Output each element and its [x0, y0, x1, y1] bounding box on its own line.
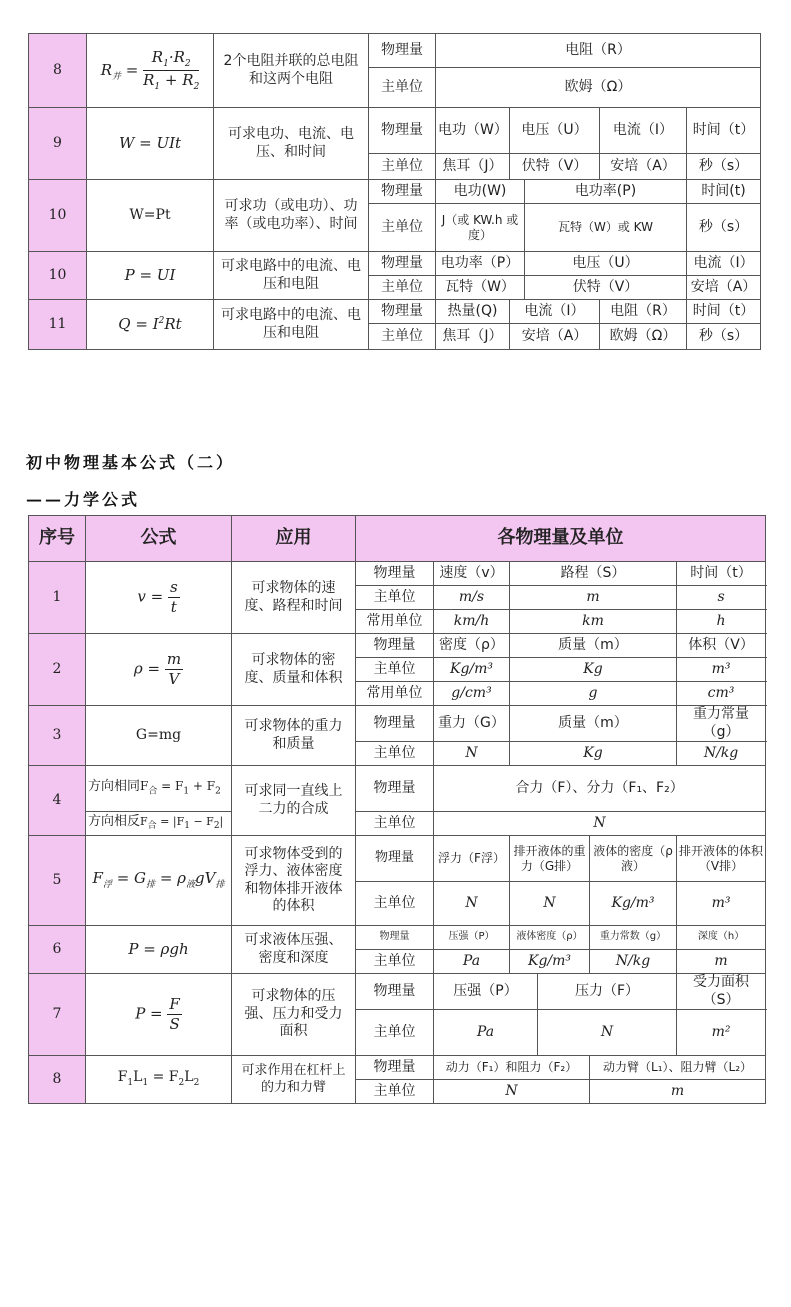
row-number: 8: [29, 34, 87, 108]
section-subtitle: ——力学公式: [26, 490, 141, 509]
common-unit-label: 常用单位: [356, 610, 434, 634]
unit-cell: m: [677, 950, 766, 974]
unit-label: 主单位: [356, 882, 434, 926]
quantity-cell: 热量(Q): [436, 300, 510, 324]
quantity-cell: 深度（h）: [677, 926, 766, 950]
application-cell: 可求液体压强、密度和深度: [232, 926, 356, 974]
unit-cell: Kg/m³: [510, 950, 590, 974]
section-title: 初中物理基本公式（二）: [26, 453, 236, 472]
unit-cell: 瓦特（W）或 KW: [525, 204, 687, 252]
quantity-cell: 电功(W): [436, 180, 525, 204]
row-number: 2: [29, 634, 86, 706]
quantity-cell: 液体的密度（ρ液）: [590, 836, 677, 882]
application-cell: 可求功（或电功）、功率（或电功率）、时间: [214, 180, 369, 252]
formula-opposite-direction: 方向相反$F_合 = |F_1 - F_2|$: [86, 812, 232, 836]
unit-cell: N: [434, 742, 510, 766]
quantity-label: 物理量: [369, 180, 436, 204]
unit-cell: 焦耳（J）: [436, 324, 510, 350]
unit-cell: Pa: [434, 1010, 538, 1056]
unit-label: 主单位: [369, 276, 436, 300]
application-cell: 可求电路中的电流、电压和电阻: [214, 252, 369, 300]
quantity-cell: 时间(t): [687, 180, 761, 204]
unit-cell: s: [677, 586, 766, 610]
quantity-cell: 体积（V）: [677, 634, 766, 658]
formula-same-direction: 方向相同$F_合 = F_1 + F_2$: [86, 766, 232, 812]
unit-cell: m/s: [434, 586, 510, 610]
opposite-direction-label: 方向相反: [88, 814, 141, 830]
common-unit-cell: g: [510, 682, 677, 706]
unit-cell: 欧姆（Ω）: [600, 324, 687, 350]
common-unit-cell: h: [677, 610, 766, 634]
common-unit-cell: km: [510, 610, 677, 634]
unit-cell: m: [590, 1080, 766, 1104]
quantity-cell: 电流（I）: [600, 108, 687, 154]
application-cell: 可求同一直线上二力的合成: [232, 766, 356, 836]
row-number: 5: [29, 836, 86, 926]
quantity-cell: 时间（t）: [677, 562, 766, 586]
quantity-cell: 重力（G）: [434, 706, 510, 742]
unit-cell: m³: [677, 882, 766, 926]
header-units: 各物理量及单位: [356, 516, 766, 562]
quantity-cell: 电阻（R）: [600, 300, 687, 324]
unit-cell: 秒（s）: [687, 204, 761, 252]
quantity-cell: 重力常量（g）: [677, 706, 766, 742]
unit-cell: J（或 KW.h 或度）: [436, 204, 525, 252]
row-number: 11: [29, 300, 87, 350]
quantity-cell: 电流（I）: [510, 300, 600, 324]
unit-label: 主单位: [356, 950, 434, 974]
unit-cell: 瓦特（W）: [436, 276, 525, 300]
formula-cell: ρ = $\frac{m}{V}$: [86, 634, 232, 706]
quantity-label: 物理量: [356, 974, 434, 1010]
quantity-cell: 电功（W）: [436, 108, 510, 154]
quantity-cell: 动力臂（L₁）、阻力臂（L₂）: [590, 1056, 766, 1080]
common-unit-cell: g/cm³: [434, 682, 510, 706]
quantity-cell: 电压（U）: [510, 108, 600, 154]
quantity-label: 物理量: [356, 766, 434, 812]
unit-cell: Kg/m³: [434, 658, 510, 682]
application-cell: 可求物体的速度、路程和时间: [232, 562, 356, 634]
quantity-label: 物理量: [369, 300, 436, 324]
quantity-cell: 重力常数（g）: [590, 926, 677, 950]
quantity-label: 物理量: [356, 706, 434, 742]
formula-cell: $F_浮 = G_排 = \rho_液gV_排$: [86, 836, 232, 926]
quantity-cell: 受力面积（S）: [677, 974, 766, 1010]
row-number: 7: [29, 974, 86, 1056]
quantity-cell: 排开液体的体积（V排）: [677, 836, 766, 882]
formula-cell: P = UI: [87, 252, 214, 300]
quantity-label: 物理量: [356, 634, 434, 658]
quantity-cell: 质量（m）: [510, 634, 677, 658]
row-number: 6: [29, 926, 86, 974]
row-number: 10: [29, 252, 87, 300]
unit-cell: 伏特（V）: [525, 276, 687, 300]
quantity-label: 物理量: [369, 252, 436, 276]
quantity-label: 物理量: [356, 836, 434, 882]
unit-cell: Kg/m³: [590, 882, 677, 926]
mechanics-formula-table: [28, 515, 766, 1104]
formula-cell: $F_1L_1 = F_2L_2$: [86, 1056, 232, 1104]
electric-formula-table: [28, 33, 761, 350]
unit-cell: N: [434, 1080, 590, 1104]
application-cell: 可求电路中的电流、电压和电阻: [214, 300, 369, 350]
application-cell: 可求物体的压强、压力和受力面积: [232, 974, 356, 1056]
common-unit-cell: km/h: [434, 610, 510, 634]
same-direction-label: 方向相同: [88, 779, 141, 795]
row-number: 8: [29, 1056, 86, 1104]
unit-cell: m²: [677, 1010, 766, 1056]
quantity-label: 物理量: [356, 1056, 434, 1080]
unit-cell: 秒（s）: [687, 154, 761, 180]
formula-cell: $R_并$ = $\frac{R_1\cdot R_2}{R_1 + R_2}$: [87, 34, 214, 108]
quantity-cell: 压强（P）: [434, 974, 538, 1010]
quantity-label: 物理量: [369, 34, 436, 68]
formula-cell: v = $\frac{s}{t}$: [86, 562, 232, 634]
formula-cell: $Q = I^2Rt$: [87, 300, 214, 350]
quantity-cell: 浮力（F浮）: [434, 836, 510, 882]
row-number: 4: [29, 766, 86, 836]
formula-cell: G=mg: [86, 706, 232, 766]
unit-label: 主单位: [369, 154, 436, 180]
unit-label: 主单位: [356, 586, 434, 610]
application-cell: 可求作用在杠杆上的力和力臂: [232, 1056, 356, 1104]
unit-cell: N/kg: [677, 742, 766, 766]
quantity-cell: 液体密度（ρ）: [510, 926, 590, 950]
application-cell: 可求物体的密度、质量和体积: [232, 634, 356, 706]
common-unit-cell: cm³: [677, 682, 766, 706]
unit-label: 主单位: [356, 658, 434, 682]
unit-cell: Pa: [434, 950, 510, 974]
quantity-cell: 合力（F）、分力（F₁、F₂）: [434, 766, 766, 812]
unit-cell: m: [510, 586, 677, 610]
quantity-cell: 时间（t）: [687, 108, 761, 154]
quantity-cell: 动力（F₁）和阻力（F₂）: [434, 1056, 590, 1080]
unit-cell: N: [434, 882, 510, 926]
quantity-cell: 压强（P）: [434, 926, 510, 950]
quantity-cell: 压力（F）: [538, 974, 677, 1010]
unit-label: 主单位: [356, 1010, 434, 1056]
unit-cell: 安培（A）: [510, 324, 600, 350]
header-application: 应用: [232, 516, 356, 562]
quantity-label: 物理量: [356, 926, 434, 950]
formula-cell: W = UIt: [87, 108, 214, 180]
unit-cell: 安培（A）: [687, 276, 761, 300]
quantity-cell: 质量（m）: [510, 706, 677, 742]
application-cell: 可求物体受到的浮力、液体密度和物体排开液体的体积: [232, 836, 356, 926]
quantity-cell: 电功率(P): [525, 180, 687, 204]
quantity-cell: 电功率（P）: [436, 252, 525, 276]
quantity-cell: 密度（ρ）: [434, 634, 510, 658]
unit-label: 主单位: [369, 204, 436, 252]
row-number: 9: [29, 108, 87, 180]
unit-cell: N: [434, 812, 766, 836]
quantity-cell: 排开液体的重力（G排）: [510, 836, 590, 882]
application-cell: 可求电功、电流、电压、和时间: [214, 108, 369, 180]
unit-cell: 欧姆（Ω）: [436, 68, 761, 108]
unit-cell: N/kg: [590, 950, 677, 974]
quantity-cell: 电流（I）: [687, 252, 761, 276]
row-number: 10: [29, 180, 87, 252]
formula-cell: P = $\frac{F}{S}$: [86, 974, 232, 1056]
unit-cell: N: [538, 1010, 677, 1056]
unit-cell: 安培（A）: [600, 154, 687, 180]
unit-cell: 伏特（V）: [510, 154, 600, 180]
application-cell: 2个电阻并联的总电阻和这两个电阻: [214, 34, 369, 108]
row-number: 1: [29, 562, 86, 634]
unit-label: 主单位: [356, 1080, 434, 1104]
unit-cell: 焦耳（J）: [436, 154, 510, 180]
quantity-cell: 时间（t）: [687, 300, 761, 324]
formula-cell: P = ρgh: [86, 926, 232, 974]
quantity-label: 物理量: [369, 108, 436, 154]
unit-label: 主单位: [356, 742, 434, 766]
unit-cell: Kg: [510, 742, 677, 766]
unit-cell: 秒（s）: [687, 324, 761, 350]
header-num: 序号: [29, 516, 86, 562]
quantity-label: 物理量: [356, 562, 434, 586]
unit-label: 主单位: [369, 68, 436, 108]
unit-cell: N: [510, 882, 590, 926]
header-formula: 公式: [86, 516, 232, 562]
quantity-cell: 路程（S）: [510, 562, 677, 586]
row-number: 3: [29, 706, 86, 766]
common-unit-label: 常用单位: [356, 682, 434, 706]
quantity-cell: 电阻（R）: [436, 34, 761, 68]
quantity-cell: 电压（U）: [525, 252, 687, 276]
unit-label: 主单位: [356, 812, 434, 836]
unit-cell: m³: [677, 658, 766, 682]
unit-cell: Kg: [510, 658, 677, 682]
quantity-cell: 速度（v）: [434, 562, 510, 586]
unit-label: 主单位: [369, 324, 436, 350]
application-cell: 可求物体的重力和质量: [232, 706, 356, 766]
formula-cell: W=Pt: [87, 180, 214, 252]
